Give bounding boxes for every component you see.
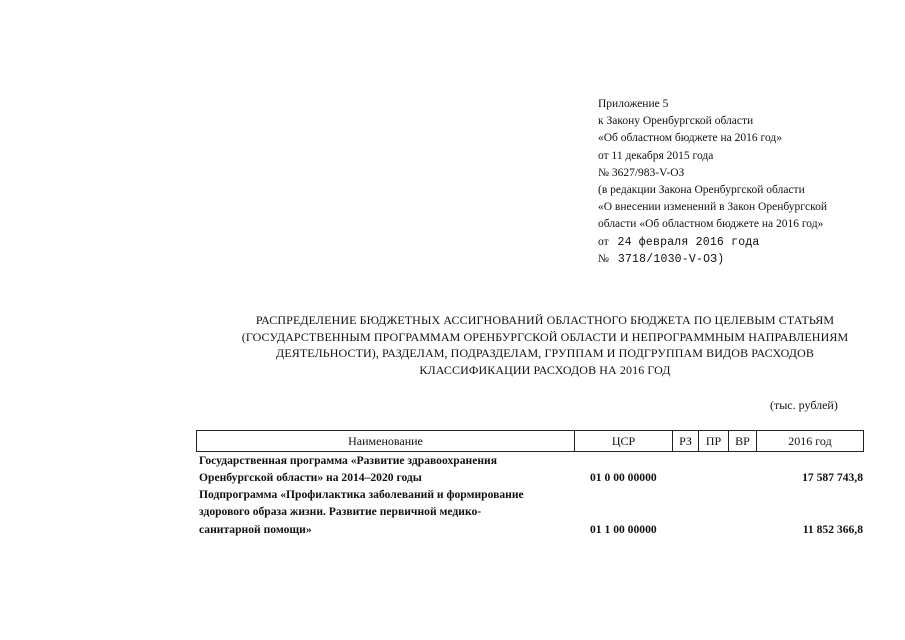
row-name-line: Подпрограмма «Профилактика заболеваний и формирование [199, 488, 524, 501]
row-name-line: здорового образа жизни. Развитие первичной медико- [199, 505, 482, 519]
units-note: (тыс. рублей) [770, 398, 838, 412]
annex-line: Приложение 5 [598, 98, 669, 110]
document-title [180, 312, 905, 378]
table-row-amount: 17 587 743,8 [802, 471, 863, 484]
header-year: 2016 год [788, 434, 832, 448]
annex-line: к Закону Оренбургской области [598, 115, 754, 128]
header-vr: ВР [729, 431, 757, 451]
table-row-csr: 01 0 00 00000 [590, 471, 657, 484]
row-name-line: Оренбургской области» на 2014–2020 годы [199, 471, 422, 485]
annex-line: (в редакции Закона Оренбургской области [598, 184, 805, 197]
annex-line: от 11 декабря 2015 года [598, 149, 714, 162]
amendment-date-value: 24 февраля 2016 года [617, 235, 760, 249]
amendment-number-prefix: № [598, 252, 609, 265]
annex-line: области «Об областном бюджете на 2016 год» [598, 218, 824, 231]
title-line: КЛАССИФИКАЦИИ РАСХОДОВ НА 2016 ГОД [419, 362, 671, 377]
row-name-line: Государственная программа «Развитие здравоохранения [199, 454, 497, 467]
title-line: (ГОСУДАРСТВЕННЫМ ПРОГРАММАМ ОРЕНБУРГСКОЙ ОБЛАСТИ И НЕПРОГРАММНЫМ НАПРАВЛЕНИЯМ [241, 329, 849, 344]
table-row-name [199, 452, 574, 487]
annex-line: «О внесении изменений в Закон Оренбургской [598, 201, 828, 214]
table-row-amount: 11 852 366,8 [802, 523, 863, 536]
header-pr: ПР [699, 431, 729, 451]
title-line: ДЕЯТЕЛЬНОСТИ), РАЗДЕЛАМ, ПОДРАЗДЕЛАМ, ГРУППАМ И ПОДГРУППАМ ВИДОВ РАСХОДОВ [276, 346, 814, 360]
amendment-number-line [598, 251, 827, 268]
header-name: Наименование [197, 431, 575, 451]
annex-line: № 3627/983-V-ОЗ [598, 166, 685, 179]
amendment-date-prefix: от [598, 235, 609, 248]
title-line: РАСПРЕДЕЛЕНИЕ БЮДЖЕТНЫХ АССИГНОВАНИЙ ОБЛАСТНОГО БЮДЖЕТА ПО ЦЕЛЕВЫМ СТАТЬЯМ [255, 313, 835, 327]
amendment-number-value: 3718/1030-V-ОЗ) [617, 252, 725, 266]
table-row-csr: 01 1 00 00000 [590, 523, 657, 536]
table-header [196, 430, 864, 452]
annex-line: «Об областном бюджете на 2016 год» [598, 132, 782, 145]
table-row-name [199, 486, 574, 538]
annex-block [598, 96, 827, 268]
header-csr: ЦСР [575, 431, 673, 451]
row-name-line: санитарной помощи» [199, 522, 312, 536]
header-rz: РЗ [673, 431, 699, 451]
amendment-date-line [598, 234, 827, 251]
